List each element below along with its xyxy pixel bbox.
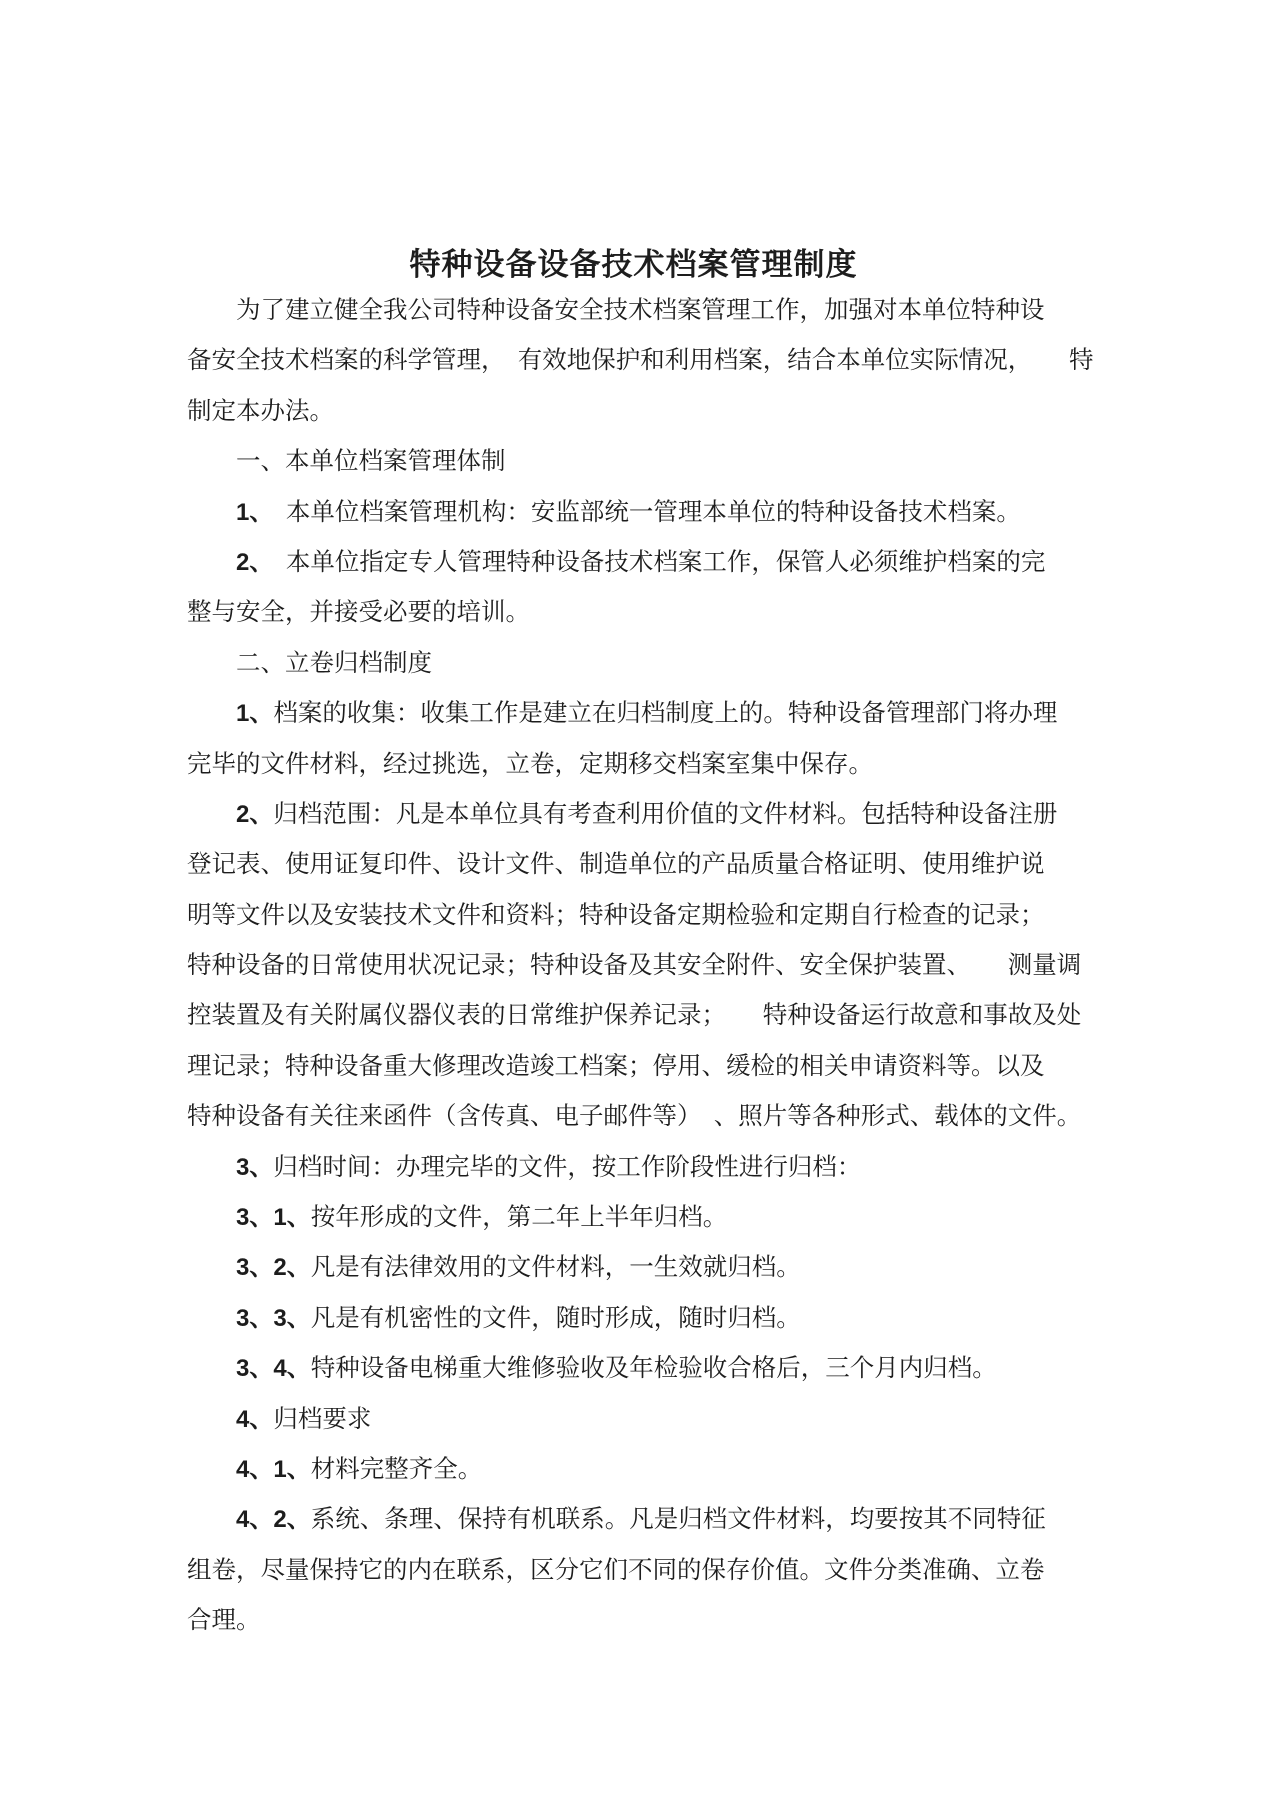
- item-number: 3、1、: [236, 1204, 311, 1232]
- item-number: 3、3、: [236, 1304, 311, 1332]
- item-number: 4、2、: [236, 1506, 311, 1534]
- item-number: 1、: [236, 498, 262, 526]
- line-text: 完毕的文件材料，经过挑选，立卷，定期移交档案室集中保存。: [187, 750, 873, 778]
- text-line: [187, 1294, 1080, 1344]
- line-text: 特种设备的日常使用状况记录；特种设备及其安全附件、安全保护装置、 测量调: [187, 952, 1082, 980]
- line-text: 档案的收集：收集工作是建立在归档制度上的。特种设备管理部门将办理: [273, 700, 1058, 728]
- text-line: [187, 286, 1080, 336]
- line-text: 按年形成的文件，第二年上半年归档。: [310, 1204, 728, 1232]
- item-number: 2、: [236, 800, 274, 828]
- line-text: 组卷，尽量保持它的内在联系，区分它们不同的保存价值。文件分类准确、立卷: [187, 1556, 1045, 1584]
- text-line: [187, 1243, 1080, 1293]
- line-text: 归档范围：凡是本单位具有考查利用价值的文件材料。包括特种设备注册: [273, 800, 1058, 828]
- line-text: 二、立卷归档制度: [236, 649, 432, 677]
- text-line: [187, 1344, 1080, 1394]
- item-number: 4、1、: [236, 1455, 311, 1483]
- line-text: 明等文件以及安装技术文件和资料；特种设备定期检验和定期自行检查的记录；: [187, 901, 1045, 929]
- item-number: 3、4、: [236, 1355, 311, 1383]
- item-number: 2、: [236, 548, 262, 576]
- line-text: 本单位档案管理机构：安监部统一管理本单位的特种设备技术档案。: [261, 498, 1021, 526]
- text-line: [187, 538, 1080, 588]
- text-line: [187, 991, 1080, 1041]
- line-text: 整与安全，并接受必要的培训。: [187, 599, 530, 627]
- item-number: 3、2、: [236, 1254, 311, 1282]
- line-text: 理记录；特种设备重大修理改造竣工档案；停用、缓检的相关申请资料等。以及: [187, 1052, 1045, 1080]
- text-line: [187, 1193, 1080, 1243]
- document-content: [187, 0, 1094, 1647]
- text-line: [187, 1445, 1080, 1495]
- document-body: [187, 286, 1094, 1647]
- text-line: [187, 891, 1080, 941]
- line-text: 本单位指定专人管理特种设备技术档案工作，保管人必须维护档案的完: [261, 548, 1046, 576]
- document-title: 特种设备设备技术档案管理制度: [409, 247, 858, 282]
- text-line: [187, 1546, 1080, 1596]
- text-line: [187, 790, 1080, 840]
- text-line: [187, 1596, 1080, 1646]
- item-number: 3、: [236, 1153, 274, 1181]
- line-text: 凡是有机密性的文件，随时形成，随时归档。: [310, 1304, 801, 1332]
- line-text: 系统、条理、保持有机联系。凡是归档文件材料，均要按其不同特征: [310, 1506, 1046, 1534]
- text-line: [187, 588, 1080, 638]
- line-text: 凡是有法律效用的文件材料，一生效就归档。: [310, 1254, 801, 1282]
- line-text: 为了建立健全我公司特种设备安全技术档案管理工作，加强对本单位特种设: [236, 297, 1045, 324]
- text-line: [187, 1042, 1080, 1092]
- text-line: [187, 941, 1080, 991]
- item-number: 1、: [236, 700, 274, 728]
- item-number: 4、: [236, 1405, 274, 1433]
- line-text: 特种设备电梯重大维修验收及年检验收合格后，三个月内归档。: [310, 1355, 997, 1383]
- line-text: 归档时间：办理完毕的文件，按工作阶段性进行归档：: [273, 1153, 862, 1181]
- line-text: 控装置及有关附属仪器仪表的日常维护保养记录； 特种设备运行故意和事故及处: [187, 1002, 1082, 1030]
- line-text: 合理。: [187, 1607, 261, 1635]
- text-line: [187, 437, 1080, 487]
- line-text: 材料完整齐全。: [310, 1455, 483, 1483]
- text-line: [187, 689, 1080, 739]
- line-text: 登记表、使用证复印件、设计文件、制造单位的产品质量合格证明、使用维护说: [187, 851, 1045, 879]
- text-line: [187, 1143, 1080, 1193]
- line-text: 特种设备有关往来函件（含传真、电子邮件等） 、照片等各种形式、载体的文件。: [187, 1103, 1082, 1131]
- line-text: 一、本单位档案管理体制: [236, 448, 506, 476]
- line-text: 备安全技术档案的科学管理， 有效地保护和利用档案，结合本单位实际情况， 特: [187, 347, 1094, 375]
- line-text: 归档要求: [273, 1405, 372, 1433]
- text-line: [187, 387, 1080, 437]
- text-line: [187, 740, 1080, 790]
- line-text: 制定本办法。: [187, 397, 334, 425]
- text-line: [187, 488, 1080, 538]
- text-line: [187, 639, 1080, 689]
- text-line: [187, 1395, 1080, 1445]
- text-line: [187, 336, 1094, 386]
- text-line: [187, 1092, 1080, 1142]
- text-line: [187, 1495, 1080, 1545]
- text-line: [187, 840, 1080, 890]
